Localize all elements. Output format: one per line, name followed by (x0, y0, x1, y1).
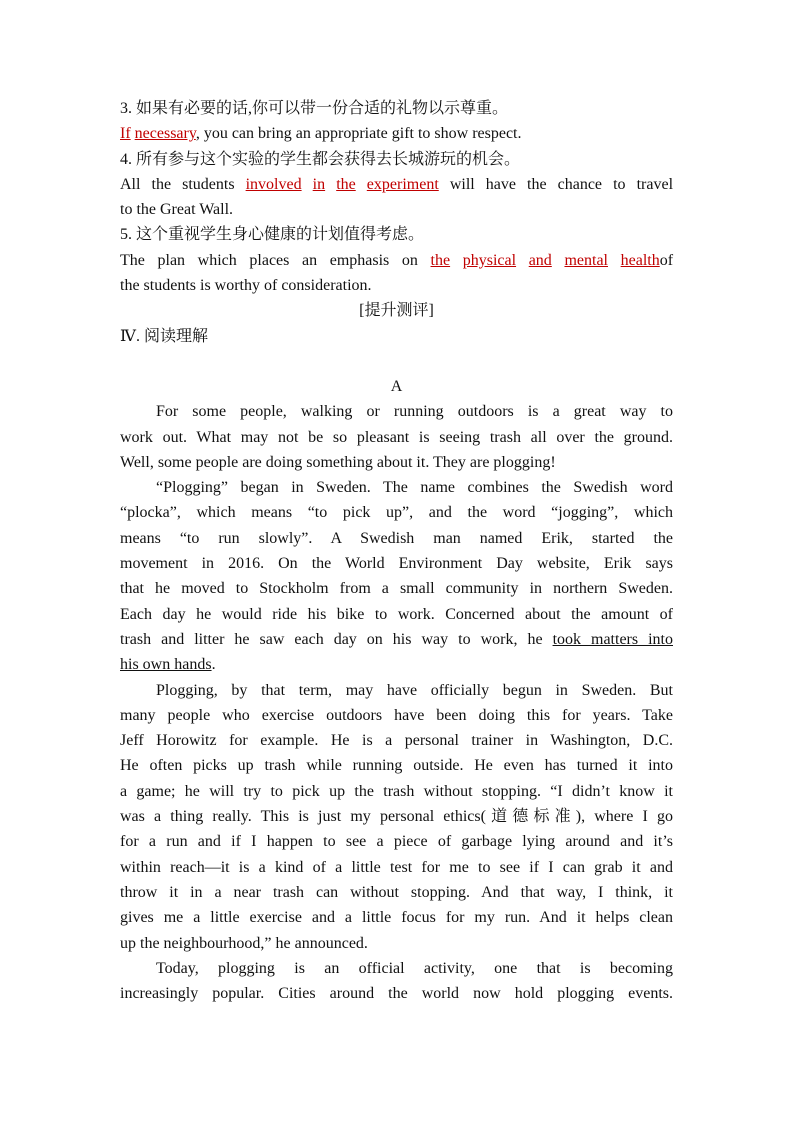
item5-post: of (659, 251, 674, 269)
passage-line: movement in 2016. On the World Environment Day website, Erik says (120, 555, 673, 573)
item3-answer-necessary: necessary (134, 125, 196, 143)
passage-line: was a thing really. This is just my personal ethics(道德标准), where I go (120, 808, 673, 826)
item3-english (120, 121, 673, 146)
item4-answer-4: experiment (366, 175, 439, 193)
item5-chinese: 5. 这个重视学生身心健康的计划值得考虑。 (120, 226, 425, 244)
blank-gap (120, 349, 673, 374)
item4-post: will have the chance to travel (438, 175, 674, 193)
passage-line: Well, some people are doing something about it. They are plogging! (120, 453, 556, 471)
item5-answer-3: and (528, 251, 552, 269)
passage-line: Jeff Horowitz for example. He is a personal trainer in Washington, D.C. (120, 732, 673, 750)
item5-answer-4: mental (564, 251, 608, 269)
passage-text: trash and litter he saw each day on his way to work, he (120, 630, 553, 648)
document-page (120, 96, 673, 1006)
item4-answer-3: the (336, 175, 356, 193)
item5-answer-2: physical (462, 251, 517, 269)
item5-pre: The plan which places an emphasis on (120, 251, 431, 269)
item4-english-line2: to the Great Wall. (120, 201, 234, 219)
underlined-phrase-part2: his own hands (120, 656, 212, 674)
item4-english (120, 172, 673, 197)
passage-line: a game; he will try to pick up the trash without stopping. “I didn’t know it (120, 782, 673, 800)
passage-line: for a run and if I happen to see a piece of garbage lying around and it’s (120, 833, 673, 851)
section-marker: [提升测评] (359, 302, 434, 320)
passage-line: that he moved to Stockholm from a small community in northern Sweden. (120, 580, 673, 598)
passage-line: Each day he would ride his bike to work. Concerned about the amount of (120, 605, 673, 623)
item4-answer-2: in (312, 175, 326, 193)
passage-line: He often picks up trash while running outside. He even has turned it into (120, 757, 673, 775)
underlined-phrase-part1: took matters into (552, 630, 673, 648)
item4-pre: All the students (120, 175, 246, 193)
section-heading: Ⅳ. 阅读理解 (120, 327, 208, 345)
passage-line: means “to run slowly”. A Swedish man named Erik, started the (120, 529, 673, 547)
item3-rest: , you can bring an appropriate gift to show respect. (195, 125, 522, 143)
item5-english-line2: the students is worthy of consideration. (120, 277, 372, 295)
item5-answer-5: health (620, 251, 660, 269)
item4-answer-1: involved (245, 175, 302, 193)
passage-line: “plocka”, which means “to pick up”, and the word “jogging”, which (120, 504, 673, 522)
passage-line-with-phrase (120, 627, 673, 652)
period: . (211, 656, 216, 674)
item5-english (120, 248, 673, 273)
item3-chinese: 3. 如果有必要的话,你可以带一份合适的礼物以示尊重。 (120, 100, 509, 117)
item3-answer-if: If (120, 125, 131, 143)
passage-line: Today, plogging is an official activity, one that is becoming (156, 959, 673, 977)
passage-line: increasingly popular. Cities around the world now hold plogging events. (120, 985, 673, 1003)
item5-answer-1: the (430, 251, 451, 269)
passage-line: throw it in a near trash can without stopping. And that way, I think, it (120, 883, 673, 901)
passage-line: work out. What may not be so pleasant is seeing trash all over the ground. (120, 428, 673, 446)
passage-line-phrase-end (120, 652, 673, 677)
passage-line: “Plogging” began in Sweden. The name combines the Swedish word (156, 479, 673, 497)
passage-letter: A (390, 377, 403, 395)
passage-line: many people who exercise outdoors have been doing this for years. Take (120, 706, 673, 724)
passage-line: gives me a little exercise and a little focus for my run. And it helps clean (120, 909, 673, 927)
passage-line: For some people, walking or running outdoors is a great way to (156, 403, 673, 421)
passage-line: up the neighbourhood,” he announced. (120, 934, 368, 952)
item4-chinese: 4. 所有参与这个实验的学生都会获得去长城游玩的机会。 (120, 150, 521, 168)
passage-line: within reach—it is a kind of a little test for me to see if I can grab it and (120, 858, 673, 876)
passage-line: Plogging, by that term, may have officially begun in Sweden. But (156, 681, 673, 699)
